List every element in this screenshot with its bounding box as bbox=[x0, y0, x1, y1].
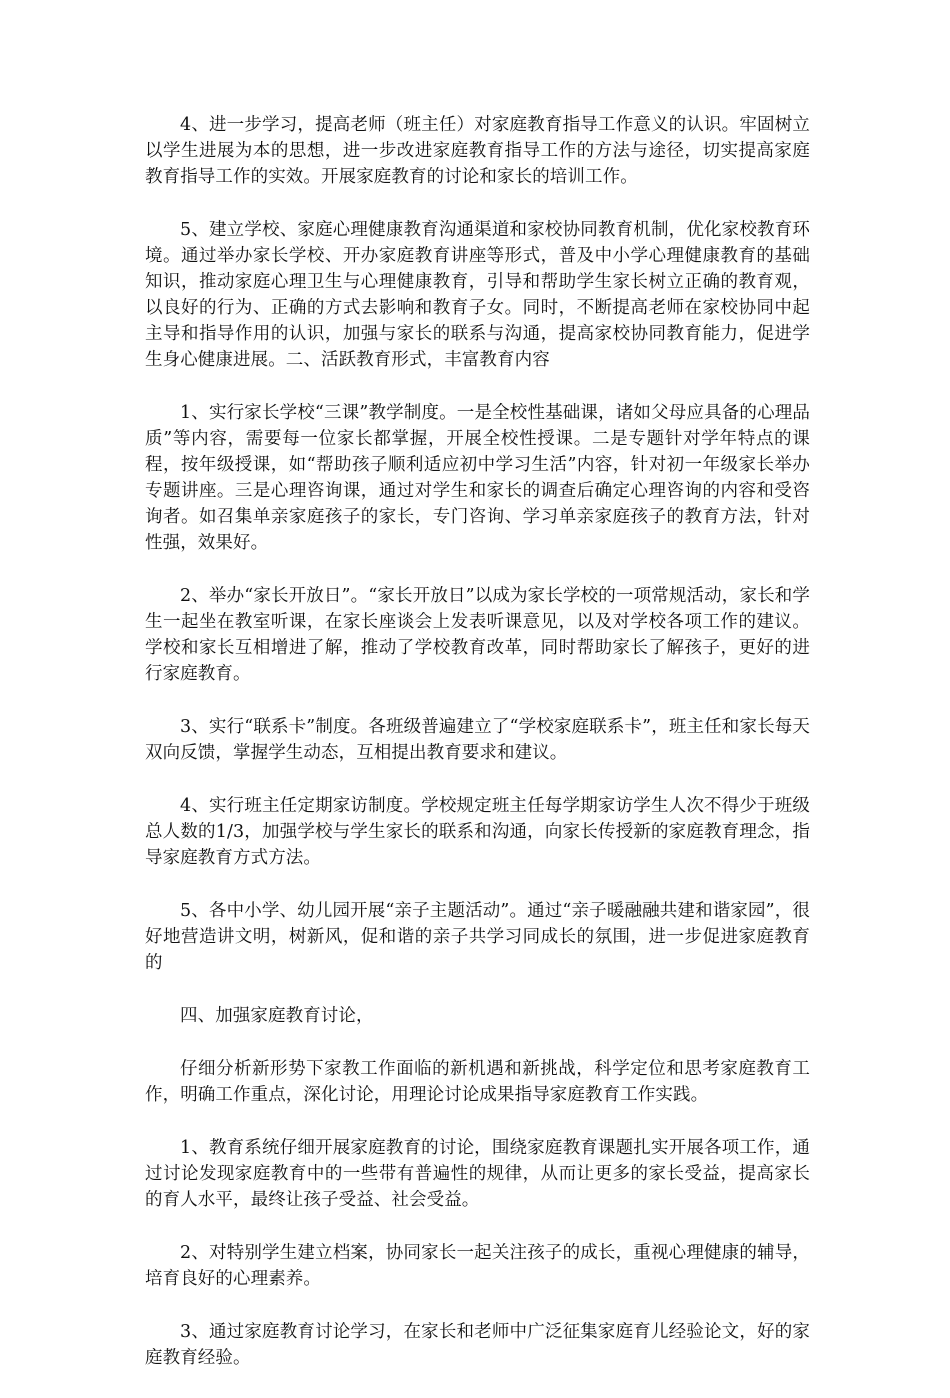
section-heading: 四、加强家庭教育讨论， bbox=[180, 1006, 374, 1026]
paragraph: 3、通过家庭教育讨论学习，在家长和老师中广泛征集家庭育儿经验论文，好的家庭教育经验。 bbox=[145, 1322, 810, 1368]
paragraph: 4、进一步学习，提高老师（班主任）对家庭教育指导工作意义的认识。牢固树立以学生进展为本的思想，进一步改进家庭教育指导工作的方法与途径，切实提高家庭教育指导工作的实效。开展家庭教育的讨论和家长的培训工作。 bbox=[145, 115, 810, 187]
paragraph: 5、建立学校、家庭心理健康教育沟通渠道和家校协同教育机制，优化家校教育环境。通过举办家长学校、开办家庭教育讲座等形式，普及中小学心理健康教育的基础知识，推动家庭心理卫生与心理健康教育，引导和帮助学生家长树立正确的教育观，以良好的行为、正确的方式去影响和教育子女。同时，不断提高老师在家校协同中起主导和指导作用的认识，加强与家长的联系与沟通，提高家校协同教育能力，促进学生身心健康进展。二、活跃教育形式，丰富教育内容 bbox=[145, 220, 810, 370]
paragraph: 3、实行“联系卡”制度。各班级普遍建立了“学校家庭联系卡”，班主任和家长每天双向反馈，掌握学生动态，互相提出教育要求和建议。 bbox=[145, 717, 810, 763]
paragraph: 5、各中小学、幼儿园开展“亲子主题活动”。通过“亲子暖融融共建和谐家园”，很好地营造讲文明，树新风，促和谐的亲子共学习同成长的氛围，进一步促进家庭教育的 bbox=[145, 901, 810, 973]
paragraph: 1、实行家长学校“三课”教学制度。一是全校性基础课，诸如父母应具备的心理品质”等内容，需要每一位家长都掌握，开展全校性授课。二是专题针对学年特点的课程，按年级授课，如“帮助孩子顺利适应初中学习生活”内容，针对初一年级家长举办专题讲座。三是心理咨询课，通过对学生和家长的调查后确定心理咨询的内容和受咨询者。如召集单亲家庭孩子的家长，专门咨询、学习单亲家庭孩子的教育方法，针对性强，效果好。 bbox=[145, 403, 810, 553]
document-body bbox=[145, 112, 810, 1398]
paragraph: 仔细分析新形势下家教工作面临的新机遇和新挑战，科学定位和思考家庭教育工作，明确工作重点，深化讨论，用理论讨论成果指导家庭教育工作实践。 bbox=[145, 1059, 810, 1105]
paragraph: 2、举办“家长开放日”。“家长开放日”以成为家长学校的一项常规活动，家长和学生一起坐在教室听课，在家长座谈会上发表听课意见，以及对学校各项工作的建议。学校和家长互相增进了解，推动了学校教育改革，同时帮助家长了解孩子，更好的进行家庭教育。 bbox=[145, 586, 810, 684]
paragraph: 4、实行班主任定期家访制度。学校规定班主任每学期家访学生人次不得少于班级总人数的1/3，加强学校与学生家长的联系和沟通，向家长传授新的家庭教育理念，指导家庭教育方式方法。 bbox=[145, 796, 810, 868]
paragraph: 1、教育系统仔细开展家庭教育的讨论，围绕家庭教育课题扎实开展各项工作，通过讨论发现家庭教育中的一些带有普遍性的规律，从而让更多的家长受益，提高家长的育人水平，最终让孩子受益、社会受益。 bbox=[145, 1138, 810, 1210]
paragraph: 2、对特别学生建立档案，协同家长一起关注孩子的成长，重视心理健康的辅导，培育良好的心理素养。 bbox=[145, 1243, 810, 1289]
